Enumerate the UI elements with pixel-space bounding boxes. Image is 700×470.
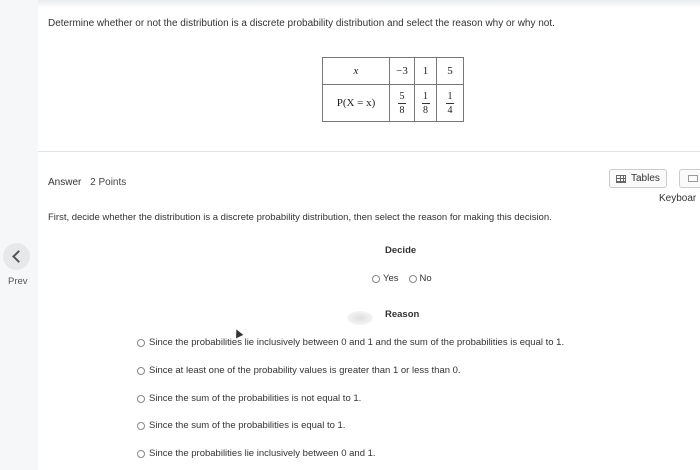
answer-label: Answer xyxy=(48,177,82,188)
numerator: 1 xyxy=(447,91,453,102)
prev-label[interactable]: Prev xyxy=(8,276,28,287)
top-shadow xyxy=(0,0,700,8)
reason-option-label: Since the probabilities lie inclusively between 0 and 1 and the sum of the probabilities is equal to 1. xyxy=(149,337,565,348)
left-nav-strip xyxy=(0,0,38,470)
table-grid-icon xyxy=(616,175,626,183)
reason-heading: Reason xyxy=(385,309,420,320)
instruction-text: First, decide whether the distribution is a discrete probability distribution, then select the reason for making this decision. xyxy=(48,212,552,223)
decide-yes-option[interactable] xyxy=(372,273,399,284)
chevron-left-icon xyxy=(12,250,25,263)
reason-radio[interactable] xyxy=(137,395,145,403)
reason-radio[interactable] xyxy=(137,450,145,458)
tables-label: Tables xyxy=(631,173,660,184)
answer-header xyxy=(48,177,126,188)
distribution-table xyxy=(322,57,464,122)
x-row xyxy=(323,58,464,85)
no-radio[interactable] xyxy=(409,275,417,283)
decide-no-option[interactable] xyxy=(409,273,432,284)
reason-radio[interactable] xyxy=(137,422,145,430)
keyboard-label: Keyboar xyxy=(659,193,697,204)
x-value-cell: 5 xyxy=(437,58,464,85)
points-label: 2 Points xyxy=(90,177,127,188)
p-label-cell: P(X = x) xyxy=(323,85,390,122)
fraction xyxy=(422,91,430,116)
reason-option[interactable] xyxy=(137,420,345,431)
reason-option[interactable] xyxy=(137,393,361,404)
screen-smudge xyxy=(347,311,373,325)
decide-options xyxy=(372,273,432,284)
decide-heading: Decide xyxy=(385,245,417,256)
numerator: 1 xyxy=(423,91,428,102)
no-label: No xyxy=(419,273,432,284)
x-label-cell: x xyxy=(323,58,390,85)
tables-button[interactable] xyxy=(609,169,667,188)
reason-option[interactable] xyxy=(137,365,461,376)
reason-option-label: Since the sum of the probabilities is not equal to 1. xyxy=(149,393,362,404)
p-value-cell xyxy=(390,85,415,122)
fraction-bar xyxy=(446,103,454,104)
denominator: 8 xyxy=(423,105,428,116)
probability-row xyxy=(323,85,464,122)
fraction xyxy=(446,91,454,116)
reason-radio[interactable] xyxy=(137,367,145,375)
p-value-cell xyxy=(437,85,464,122)
keyboard-button[interactable] xyxy=(679,169,700,188)
reason-option-label: Since the sum of the probabilities is equal to 1. xyxy=(149,420,346,431)
question-text: Determine whether or not the distribution is a discrete probability distribution and select the reason why or why not. xyxy=(48,18,555,29)
reason-radio[interactable] xyxy=(137,339,145,347)
reason-option[interactable] xyxy=(137,337,564,348)
fraction-bar xyxy=(398,103,406,104)
x-value-cell: −3 xyxy=(390,58,415,85)
reason-option-label: Since at least one of the probability values is greater than 1 or less than 0. xyxy=(149,365,461,376)
yes-label: Yes xyxy=(383,273,399,284)
x-value-cell: 1 xyxy=(415,58,437,85)
yes-radio[interactable] xyxy=(372,275,380,283)
section-divider xyxy=(38,151,700,152)
fraction-bar xyxy=(422,103,430,104)
fraction xyxy=(398,91,406,116)
numerator: 5 xyxy=(399,91,405,102)
denominator: 8 xyxy=(399,105,405,116)
p-value-cell xyxy=(415,85,437,122)
reason-option[interactable] xyxy=(137,448,376,459)
denominator: 4 xyxy=(447,105,453,116)
prev-button[interactable] xyxy=(3,243,30,270)
reason-option-label: Since the probabilities lie inclusively between 0 and 1. xyxy=(149,448,376,459)
keyboard-icon xyxy=(688,175,698,182)
